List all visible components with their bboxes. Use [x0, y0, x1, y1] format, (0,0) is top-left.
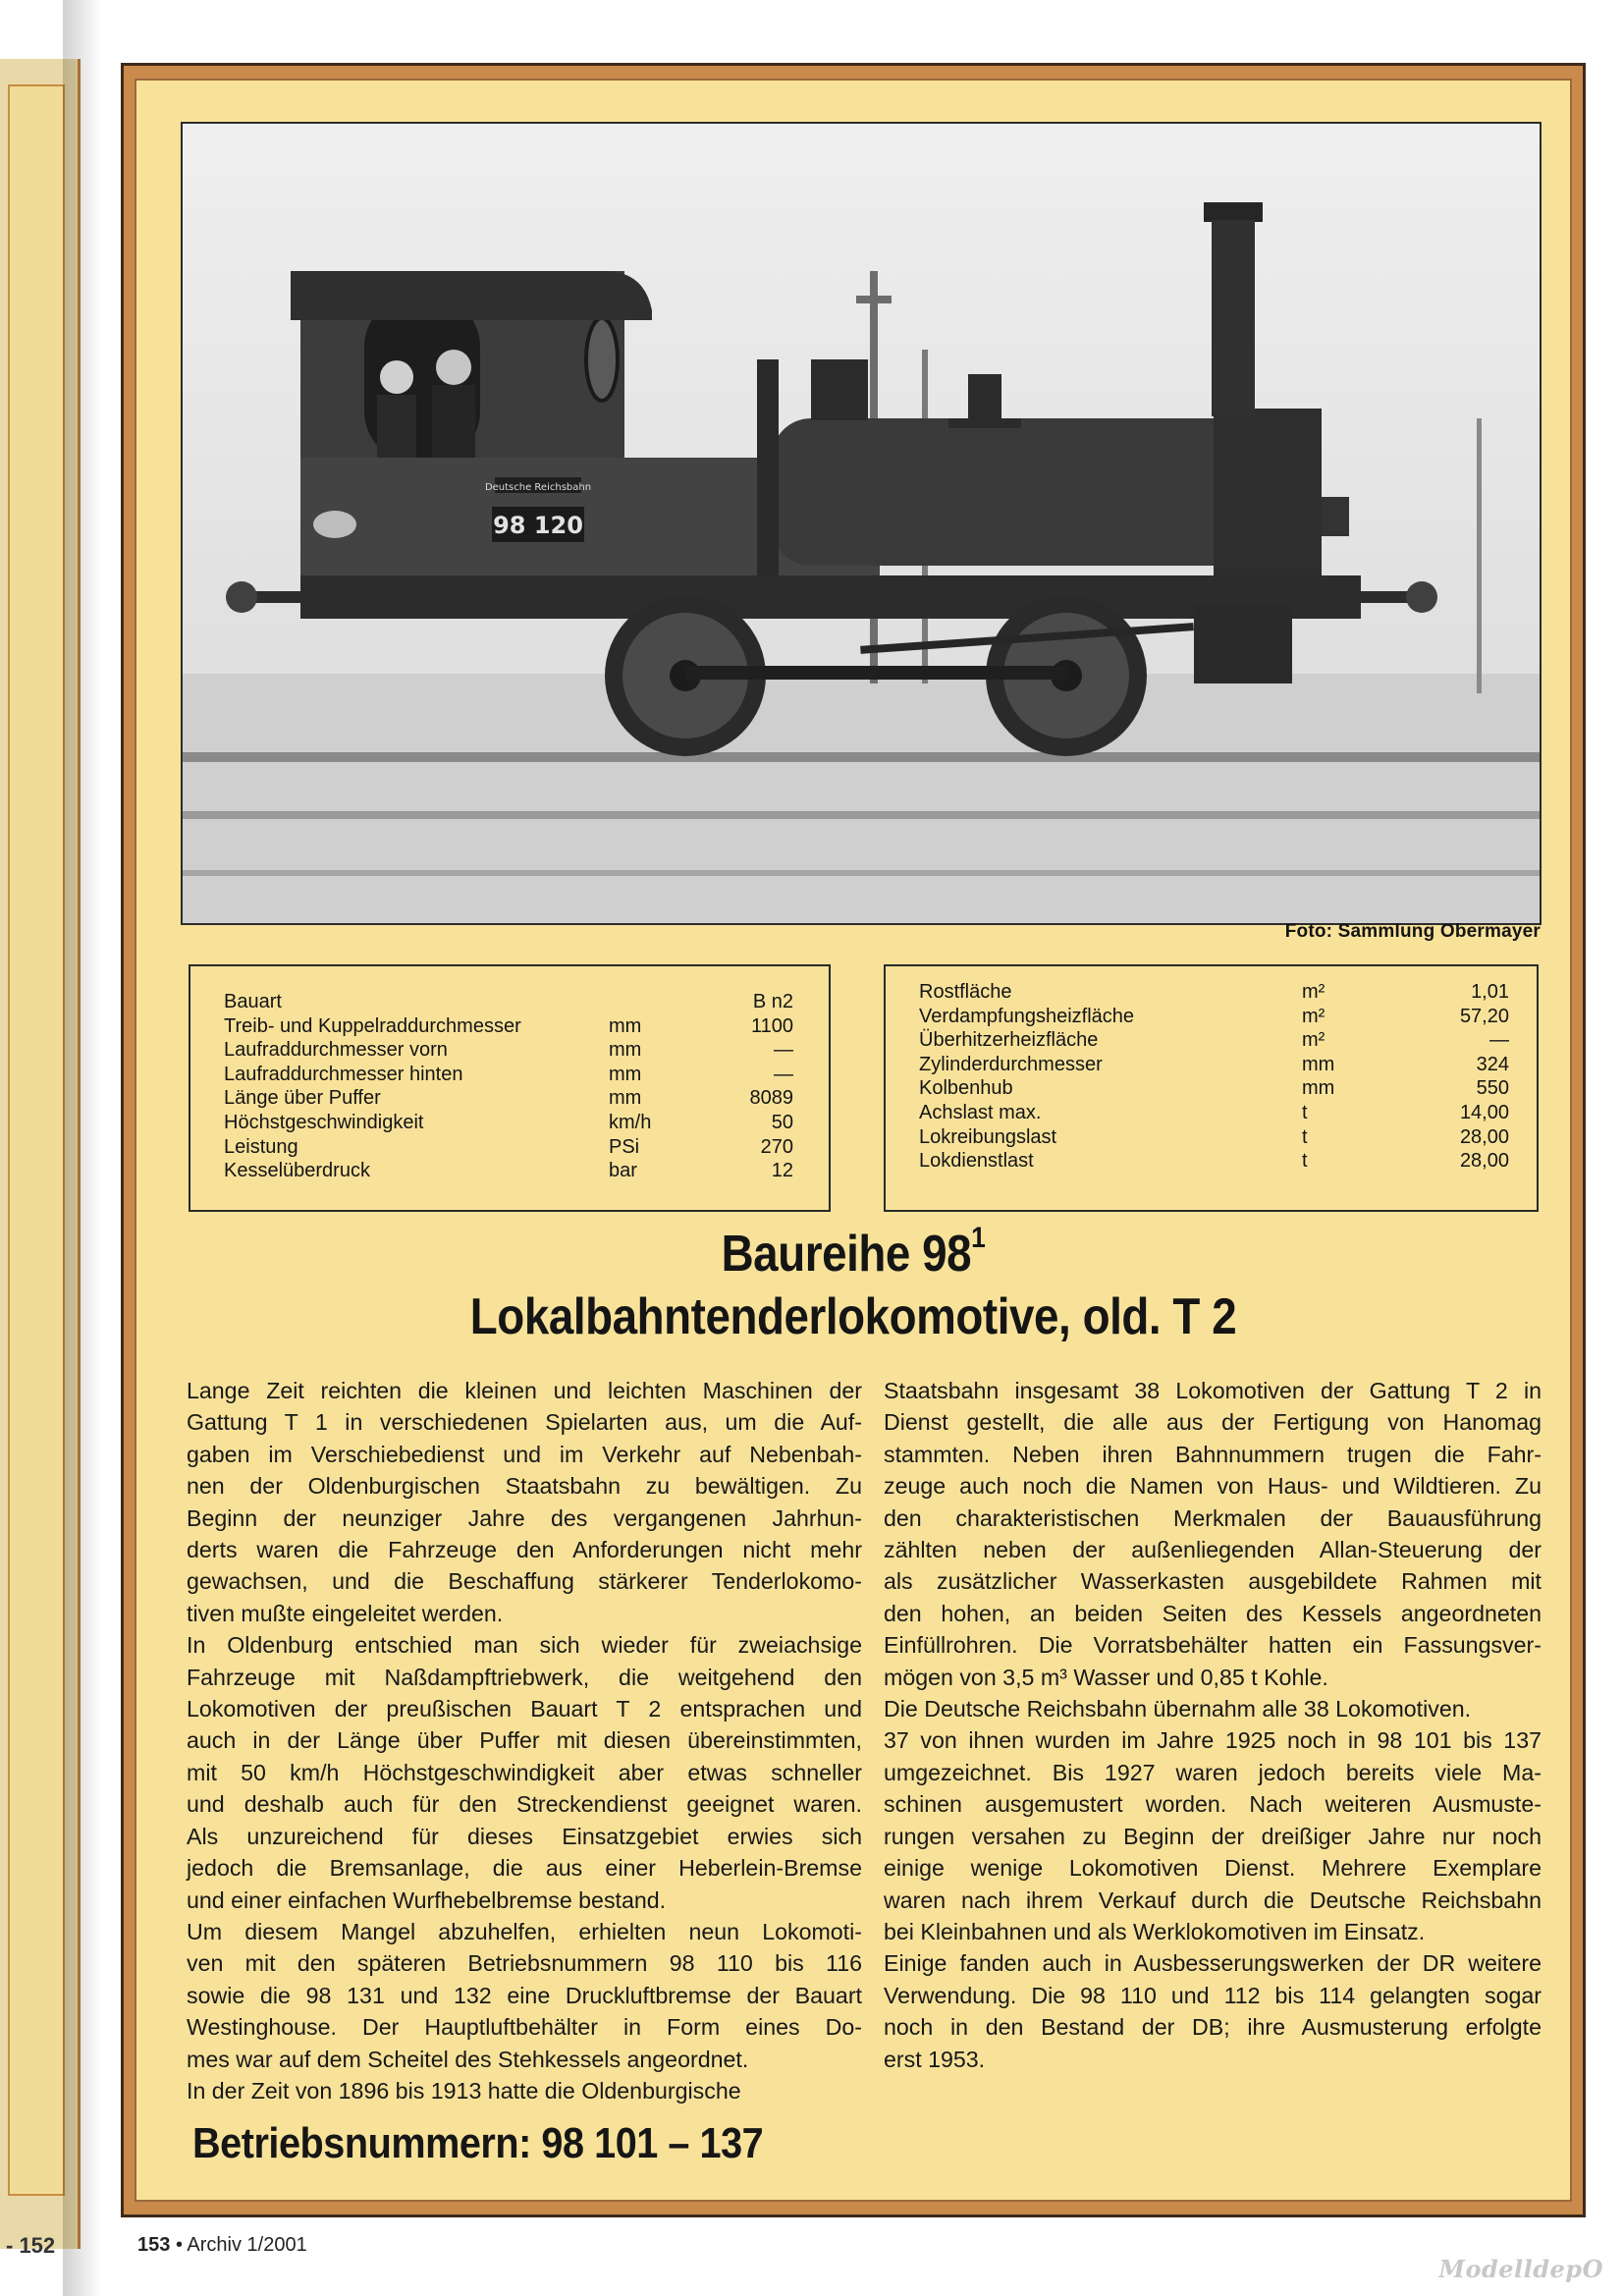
locomotive-photo [181, 122, 1542, 925]
spec-unit: PSi [609, 1135, 640, 1158]
body-line: Um diesem Mangel abzuhelfen, erhielten neun Lokomoti- [187, 1918, 862, 1944]
spec-unit: m² [1302, 1029, 1325, 1052]
spec-label: Achslast max. [919, 1101, 1042, 1123]
spec-label: Rostfläche [919, 981, 1012, 1003]
spec-value: 57,20 [1459, 1005, 1509, 1027]
page-footer [137, 2234, 307, 2257]
spec-label: Kolbenhub [919, 1077, 1013, 1100]
body-line: gaben im Verschiebedienst und im Verkehr auf Nebenbah- [187, 1441, 862, 1467]
body-line: stammten. Neben ihren Bahnnummern trugen die Fahr- [884, 1441, 1542, 1467]
spec-value: 270 [760, 1135, 793, 1158]
title-line-1 [221, 1223, 1486, 1285]
body-line: mit 50 km/h Höchstgeschwindigkeit aber etwas schneller [187, 1759, 862, 1785]
spec-row [919, 1028, 1513, 1053]
body-line: Als unzureichend für dieses Einsatzgebiet erwies sich [187, 1823, 862, 1849]
spec-left-table [224, 990, 805, 1183]
body-line: derts waren die Fahrzeuge den Anforderungen nicht mehr [187, 1537, 862, 1563]
spec-label: Verdampfungsheizfläche [919, 1005, 1135, 1027]
spec-value: — [774, 1039, 793, 1062]
spec-label: Bauart [224, 991, 282, 1012]
spec-label: Zylinderdurchmesser [919, 1053, 1103, 1075]
body-line: waren nach ihrem Verkauf durch die Deutsche Reichsbahn [884, 1886, 1542, 1913]
body-line: einige wenige Lokomotiven Dienst. Mehrere Exemplare [884, 1855, 1542, 1882]
body-line: tiven mußte eingeleitet werden. [187, 1600, 504, 1626]
photo-credit: Foto: Sammlung Obermayer [1284, 921, 1541, 942]
spec-value: B n2 [752, 991, 793, 1012]
spec-row [919, 1005, 1513, 1029]
body-line: schinen ausgemustert worden. Nach weiteren Ausmuste- [884, 1791, 1542, 1818]
spec-value: 28,00 [1459, 1150, 1509, 1173]
spec-unit: t [1302, 1125, 1308, 1148]
body-line: Fahrzeuge mit Naßdampftriebwerk, die weitgehend den [187, 1664, 862, 1690]
spec-table-right [884, 964, 1539, 1212]
body-line: und einer einfachen Wurfhebelbremse bestand. [187, 1886, 667, 1913]
locomotive-number: 98 120 [493, 512, 583, 539]
spec-row [919, 1149, 1513, 1174]
body-column-right [884, 1375, 1542, 2075]
body-line: bei Kleinbahnen und als Werklokomotiven im Einsatz. [884, 1918, 1426, 1944]
spec-unit: t [1302, 1101, 1308, 1123]
spec-unit: m² [1302, 1005, 1325, 1027]
spec-value: 1100 [750, 1014, 793, 1037]
book-spine-shadow [63, 0, 102, 2296]
body-line: zeuge auch noch die Namen von Haus- und Wildtieren. Zu [884, 1473, 1542, 1500]
spec-unit: m² [1302, 981, 1325, 1003]
spec-row [919, 1053, 1513, 1077]
body-line: 37 von ihnen wurden im Jahre 1925 noch in 98 101 bis 137 [884, 1727, 1542, 1754]
watermark: ModelldepO [1438, 2255, 1603, 2283]
spec-row [224, 990, 805, 1014]
spec-unit: mm [609, 1039, 642, 1062]
body-line: den hohen, an beiden Seiten des Kessels angeordneten [884, 1600, 1542, 1626]
spec-value: 50 [771, 1111, 793, 1133]
spec-value: 550 [1476, 1077, 1509, 1100]
body-line: mögen von 3,5 m³ Wasser und 0,85 t Kohle. [884, 1664, 1328, 1690]
body-line: Westinghouse. Der Hauptluftbehälter in Form eines Do- [187, 2014, 862, 2041]
spec-table-left [189, 964, 831, 1212]
spec-label: Überhitzerheizfläche [919, 1029, 1099, 1052]
body-line: als zusätzlicher Wasserkasten ausgebildete Rahmen mit [884, 1568, 1542, 1595]
footer-separator: • [175, 2234, 183, 2256]
body-line: Beginn der neunziger Jahre des vergangenen Jahrhun- [187, 1504, 862, 1531]
title-superscript: 1 [971, 1222, 986, 1254]
spec-label: Lokdienstlast [919, 1150, 1034, 1173]
spec-unit [609, 990, 717, 1014]
body-line: gewachsen, und die Beschaffung stärkerer Tenderlokomo- [187, 1568, 862, 1595]
spec-unit: mm [609, 1087, 642, 1110]
spec-value: 324 [1476, 1053, 1509, 1075]
body-line: Gattung T 1 in verschiedenen Spielarten aus, um die Auf- [187, 1409, 862, 1436]
title-series: Baureihe 98 [721, 1226, 972, 1283]
spec-label: Kesselüberdruck [224, 1160, 370, 1182]
body-line: auch in der Länge über Puffer mit diesen übereinstimmten, [187, 1727, 862, 1754]
body-line: nen der Oldenburgischen Staatsbahn zu bewältigen. Zu [187, 1473, 862, 1500]
previous-page-number: - 152 [6, 2233, 56, 2258]
spec-label: Lokreibungslast [919, 1125, 1057, 1148]
body-line: sowie die 98 131 und 132 eine Druckluftbremse der Bauart [187, 1982, 862, 2008]
body-line: noch in den Bestand der DB; ihre Ausmusterung erfolgte [884, 2014, 1542, 2041]
body-line: Einfüllrohren. Die Vorratsbehälter hatten ein Fassungsver- [884, 1632, 1542, 1659]
spec-label: Höchstgeschwindigkeit [224, 1111, 424, 1133]
body-line: jedoch die Bremsanlage, die aus einer Heberlein-Bremse [187, 1855, 862, 1882]
betriebsnummern-heading: Betriebsnummern: 98 101 – 137 [192, 2119, 764, 2167]
spec-value: — [774, 1063, 793, 1085]
spec-row [919, 980, 1513, 1005]
body-line: Lokomotiven der preußischen Bauart T 2 entsprachen und [187, 1696, 862, 1722]
body-line: rungen versahen zu Beginn der dreißiger Jahre nur noch [884, 1823, 1542, 1849]
spec-unit: mm [1302, 1077, 1335, 1100]
previous-page-frame [8, 84, 65, 2196]
body-line: mes war auf dem Scheitel des Stehkessels angeordnet. [187, 2046, 749, 2072]
spec-row [919, 1076, 1513, 1101]
spec-unit: bar [609, 1160, 637, 1182]
spec-unit: t [1302, 1150, 1308, 1173]
spec-value: 1,01 [1471, 981, 1509, 1003]
spec-row [224, 1086, 805, 1111]
body-line: ven mit den späteren Betriebsnummern 98 110 bis 116 [187, 1950, 862, 1977]
spec-row [224, 1135, 805, 1160]
spec-row [224, 1038, 805, 1063]
spec-label: Länge über Puffer [224, 1087, 381, 1110]
publication-name: Archiv 1/2001 [187, 2234, 307, 2256]
spec-row [224, 1159, 805, 1183]
body-line: zählten neben der außenliegenden Allan-Steuerung der [884, 1537, 1542, 1563]
spec-value: 28,00 [1459, 1125, 1509, 1148]
spec-row [919, 1125, 1513, 1150]
body-line: Lange Zeit reichten die kleinen und leichten Maschinen der [187, 1378, 862, 1403]
spec-label: Laufraddurchmesser vorn [224, 1039, 448, 1062]
body-line: erst 1953. [884, 2046, 986, 2072]
spec-value: 8089 [749, 1087, 793, 1110]
body-line: den charakteristischen Merkmalen der Bauausführung [884, 1504, 1542, 1531]
spec-value: — [1489, 1029, 1509, 1052]
body-line: In der Zeit von 1896 bis 1913 hatte die Oldenburgische [187, 2077, 741, 2104]
spec-label: Leistung [224, 1135, 298, 1158]
spec-value: 14,00 [1459, 1101, 1509, 1123]
body-line: Staatsbahn insgesamt 38 Lokomotiven der Gattung T 2 in [884, 1378, 1542, 1403]
title-line-2: Lokalbahntenderlokomotive, old. T 2 [469, 1288, 1237, 1345]
spec-right-table [919, 980, 1513, 1174]
spec-unit: mm [1302, 1053, 1335, 1075]
spec-row [224, 1111, 805, 1135]
spec-row [224, 1063, 805, 1087]
body-column-left [187, 1375, 862, 2106]
body-line: Dienst gestellt, die alle aus der Fertigung von Hanomag [884, 1409, 1542, 1436]
page-number: 153 [137, 2234, 171, 2256]
body-line: Verwendung. Die 98 110 und 112 bis 114 gelangten sogar [884, 1982, 1542, 2008]
body-line: Die Deutsche Reichsbahn übernahm alle 38 Lokomotiven. [884, 1696, 1472, 1722]
body-line: umgezeichnet. Bis 1927 waren jedoch bereits viele Ma- [884, 1759, 1542, 1785]
article-headline [135, 1223, 1572, 1348]
spec-unit: km/h [609, 1111, 652, 1133]
body-line: In Oldenburg entschied man sich wieder für zweiachsige [187, 1632, 862, 1659]
spec-row [224, 1014, 805, 1039]
spec-value: 12 [771, 1160, 793, 1182]
spec-unit: mm [609, 1014, 642, 1037]
spec-label: Laufraddurchmesser hinten [224, 1063, 463, 1085]
owner-plate: Deutsche Reichsbahn [484, 482, 592, 493]
body-line: und deshalb auch für den Streckendienst geeignet waren. [187, 1791, 862, 1818]
spec-unit: mm [609, 1063, 642, 1085]
spec-label: Treib- und Kuppelraddurchmesser [224, 1014, 521, 1037]
spec-row [919, 1101, 1513, 1125]
body-line: Einige fanden auch in Ausbesserungswerken der DR weitere [884, 1950, 1542, 1977]
